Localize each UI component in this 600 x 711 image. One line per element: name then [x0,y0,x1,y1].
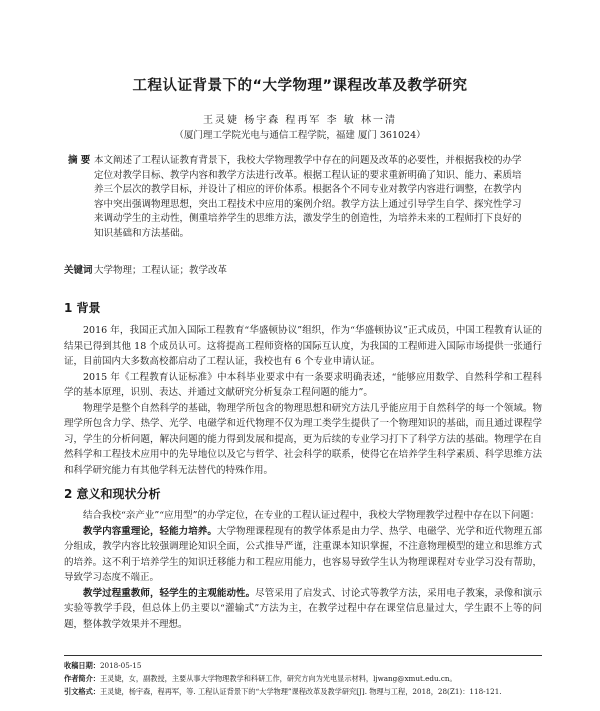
section-1-heading: 1 背景 [64,301,101,315]
affiliation: （厦门理工学院光电与通信工程学院，福建 厦门 361024） [174,130,426,141]
keywords-label: 关键词 [64,265,93,276]
section-2-heading: 2 意义和现状分析 [64,487,161,501]
abstract-text: 本文阐述了工程认证教育背景下，我校大学物理教学中存在的问题及改革的必要性，并根据我校的办学定位对教学目标、教学内容和教学方法进行改革。根据工程认证的要求重新明确了知识、能力、素质培养三个层次的教学目标，并设计了相应的评价体系。根据各个不同专业对教学内容进行调整，在教学内容中突出强调物理思想，突出工程技术中应用的案例介绍。教学方法上通过引导学生自学、探究性学习来调动学生的主动性，侧重培养学生的思维方法，激发学生的创造性，为培养未来的工程师打下良好的知识基础和方法基础。 [94,155,522,239]
footnote-text: 王灵婕，女，副教授，主要从事大学物理教学和科研工作，研究方向为光电显示材料，ljwang@xmut.edu.cn。 [99,674,457,683]
footnote-text: 王灵婕，杨宇森，程再军，等. 工程认证背景下的“大学物理”课程改革及教学研究[J]. 物理与工程，2018，28(Z1)：118-121. [99,687,502,696]
footnote-divider [64,655,542,656]
list-item [64,586,542,633]
keywords [64,262,534,276]
item-text: 尽管采用了启发式、讨论式等教学方法，采用电子教案，录像和演示实验等教学手段，但总体上仍主要以“灌输式”方法为主，在教学过程中存在课堂信息量过大，学生跟不上等的问题，整体教学效果并不理想。 [64,587,542,630]
abstract-label: 摘 要 [68,155,91,166]
keywords-text: 大学物理；工程认证；教学改革 [94,265,228,276]
paragraph: 物理学是整个自然科学的基础，物理学所包含的物理思想和研究方法几乎能应用于自然科学的每一个领域。物理学所包含力学、热学、光学、电磁学和近代物理不仅为理工类学生提供了一个物理知识的基础，而且通过课程学习，学生的分析问题，解决问题的能力得到发展和提高，更为后续的专业学习打下了科学方法的基础。物理学在自然科学和工程技术应用中的先导地位以及它与哲学、社会科学的联系，使得它在培养学生科学素质、科学思维方法和科学研究能力有其他学科无法替代的特殊作用。 [64,402,542,476]
section-1-body [64,323,542,478]
footnote-text: 2018-05-15 [99,661,142,670]
author-list: 王灵婕 杨宇森 程再军 李 敏 林一清 [203,115,397,126]
paragraph: 结合我校“亲产业”“应用型”的办学定位，在专业的工程认证过程中，我校大学物理教学过程中存在以下问题： [83,510,540,521]
item-lead: 教学内容重理论，轻能力培养。 [83,525,217,537]
footnote-citation [64,686,554,698]
footnote-received [64,660,554,672]
paper-title: 工程认证背景下的“大学物理”课程改革及教学研究 [132,78,468,94]
list-item [64,524,542,586]
paragraph: 2015 年《工程教育认证标准》中本科毕业要求中有一条要求明确表述，“能够应用数学、自然科学和工程科学的基本原理，识别、表达、并通过文献研究分析复杂工程问题的能力”。 [64,371,542,398]
footnote-label: 引文格式： [64,687,100,696]
footnote-label: 作者简介： [64,674,100,683]
footnote-author [64,673,554,685]
section-2-body [64,508,542,632]
footnote-label: 收稿日期： [64,661,100,670]
item-lead: 教学过程重教师，轻学生的主观能动性。 [83,587,256,599]
paragraph: 2016 年，我国正式加入国际工程教育“华盛顿协议”组织，作为“华盛顿协议”正式成员，中国工程教育认证的结果已得到其他 18 个成员认可。这将提高工程师资格的国际互认度，为我国的工程师进入国际市场提供一张通行证，目前国内大多数高校都启动了工程认证，我校也有 6 个专业申请认证。 [64,325,542,367]
item-text: 大学物理课程现有的教学体系是由力学、热学、电磁学、光学和近代物理五部分组成，教学内容比较强调理论知识全面，公式推导严谨，注重课本知识掌握，不注意物理模型的建立和思维方式的培养。这不利于培养学生的知识迁移能力和工程应用能力，也容易导致学生认为物理课程对专业学习没有帮助，导致学习态度不端正。 [64,525,542,583]
abstract [68,154,526,241]
